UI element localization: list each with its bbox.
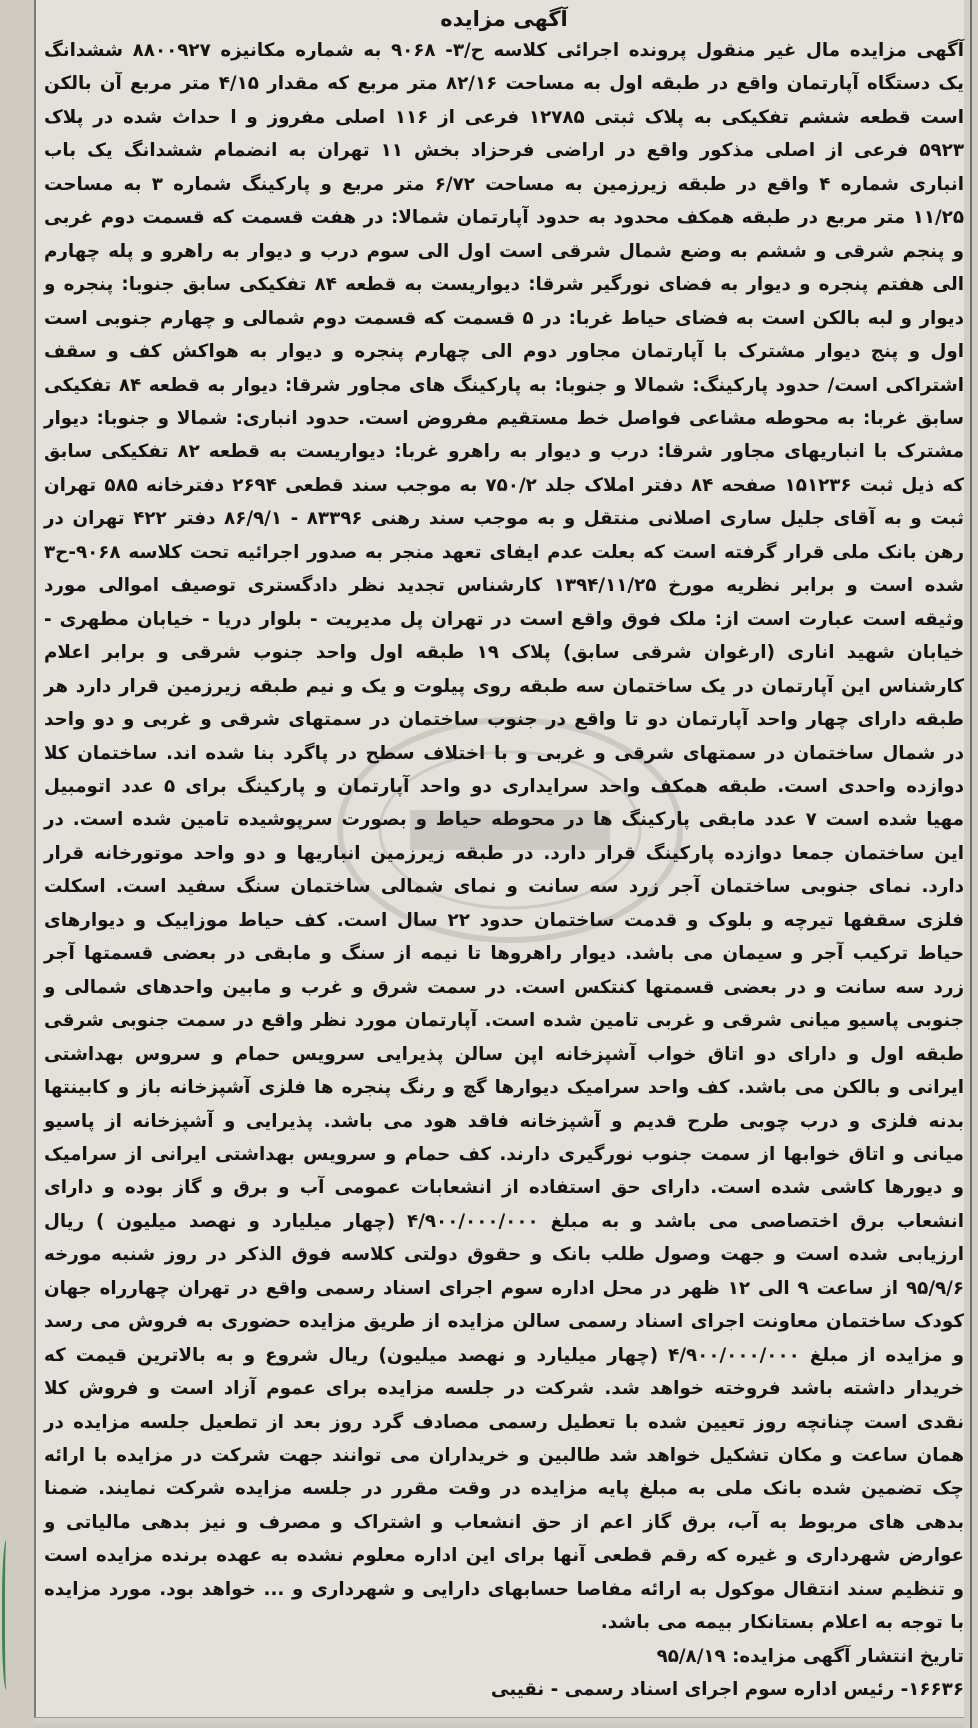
notice-title: آگهی مزایده [440, 7, 568, 31]
publication-date: تاریخ انتشار آگهی مزایده: ۹۵/۸/۱۹ [656, 1645, 964, 1667]
column-rule [970, 0, 972, 1728]
auction-notice [44, 4, 964, 1724]
notice-signature: ۱۶۶۳۶- رئیس اداره سوم اجرای اسناد رسمی - نقیبی [490, 1679, 964, 1701]
notice-body: آگهی مزایده مال غیر منقول پرونده اجرائی کلاسه ح/۳- ۹۰۶۸ به شماره مکانیزه ۸۸۰۰۹۲۷ ششدانگ یک دستگاه آپارتمان واقع در طبقه اول به مساحت ۸۲/۱۶ متر مربع که مقدار ۴/۱۵ متر مربع آن بالکن است قطعه ششم تفکیکی به پلاک ثبتی ۱۲۷۸۵ فرعی از ۱۱۶ اصلی مفروز و ا حداث شده در پلاک ۵۹۲۳ فرعی از اصلی مذکور واقع در اراضی فرحزاد بخش ۱۱ تهران به انضمام ششدانگ یک باب انباری شماره ۴ واقع در طبقه زیرزمین به مساحت ۶/۷۲ متر مربع و پارکینگ شماره ۳ به مساحت ۱۱/۲۵ متر مربع در طبقه همکف محدود به حدود آپارتمان شمالا: در هفت قسمت که قسمت دوم غربی و پنجم شرقی و ششم به وضع شمال شرقی است اول الی سوم درب و دیوار به راهرو و پله چهارم الی هفتم پنجره و دیوار به فضای نورگیر شرقا: دیواریست به قطعه ۸۴ تفکیکی سابق جنوبا: پنجره و دیوار و لبه بالکن است به فضای حیاط غربا: در ۵ قسمت که قسمت دوم شمالی و چهارم جنوبی است اول و پنج دیوار مشترک با آپارتمان مجاور دوم الی چهارم پنجره و دیوار به هواکش کف و سقف اشتراکی است/ حدود پارکینگ: شمالا و جنوبا: به پارکینگ های مجاور شرقا: دیوار به قطعه ۸۴ تفکیکی سابق غربا: به محوطه مشاعی فواصل خط مستقیم مفروض است. حدود انباری: شمالا و جنوبا: دیوار مشترک با انباریهای مجاور شرقا: درب و دیوار به راهرو غربا: دیواریست به قطعه ۸۲ تفکیکی سابق که ذیل ثبت ۱۵۱۲۳۶ صفحه ۸۴ دفتر املاک جلد ۷۵۰/۲ به موجب سند قطعی ۲۶۹۴ دفترخانه ۵۸۵ تهران ثبت و به آقای جلیل ساری اصلانی منتقل و به موجب سند رهنی ۸۳۳۹۶ - ۸۶/۹/۱ دفتر ۴۲۲ تهران در رهن بانک ملی قرار گرفته است که بعلت عدم ایفای تعهد منجر به صدور اجرائیه تحت کلاسه ۹۰۶۸-ح۳ شده است و برابر نظریه مورخ ۱۳۹۴/۱۱/۲۵ کارشناس تجدید نظر دادگستری توصیف اموالی مورد وثیقه است عبارت است از: ملک فوق واقع است در تهران پل مدیریت - بلوار دریا - خیابان مطهری - خیابان شهید اناری (ارغوان شرقی سابق) پلاک ۱۹ طبقه اول واحد جنوب شرقی و برابر اعلام کارشناس این آپارتمان در یک ساختمان سه طبقه روی پیلوت و یک و نیم طبقه زیرزمین قرار دارد هر طبقه دارای چهار واحد آپارتمان دو تا واقع در جنوب ساختمان در سمتهای شرقی و غربی و دو واحد در شمال ساختمان در سمتهای شرقی و غربی و با اختلاف سطح در پاگرد بنا شده اند. ساختمان کلا دوازده واحدی است. طبقه همکف واحد سرایداری دو واحد آپارتمان و پارکینگ برای ۵ عدد اتومبیل مهیا شده است ۷ عدد مابقی پارکینگ ها در محوطه حیاط و بصورت سرپوشیده تامین شده است. در این ساختمان جمعا دوازده پارکینگ قرار دارد. در طبقه زیرزمین انباریها و دو واحد موتورخانه قرار دارد. نمای جنوبی ساختمان آجر زرد سه سانت و نمای شمالی ساختمان سنگ سفید است. اسکلت فلزی سقفها تیرچه و بلوک و قدمت ساختمان حدود ۲۲ سال است. کف حیاط موزاییک و دیوارهای حیاط ترکیب آجر و سیمان می باشد. دیوار راهروها تا نیمه از سنگ و مابقی در بعضی قسمتها آجر زرد سه سانت و در بعضی قسمتها کنتکس است. در سمت شرق و غرب و مابین واحدهای شمالی و جنوبی پاسیو میانی شرقی و غربی تامین شده است. آپارتمان مورد نظر واقع در سمت جنوبی شرقی طبقه اول و دارای دو اتاق خواب آشپزخانه اپن سالن پذیرایی سرویس حمام و سروس بهداشتی ایرانی و بالکن می باشد. کف واحد سرامیک دیوارها گچ و رنگ پنجره ها فلزی آشپزخانه باز و کابینتها بدنه فلزی و درب چوبی طرح قدیم و آشپزخانه فاقد هود می باشد. پذیرایی و آشپزخانه از پاسیو میانی و اتاق خوابها از سمت جنوب نورگیری دارند. کف حمام و سرویس بهداشتی ایرانی از سرامیک و دیورها کاشی شده است. دارای حق استفاده از انشعابات عمومی آب و برق و گاز بوده و دارای انشعاب برق اختصاصی می باشد و به مبلغ ۴/۹۰۰/۰۰۰/۰۰۰ (چهار میلیارد و نهصد میلیون ) ریال ارزیابی شده است و جهت وصول طلب بانک و حقوق دولتی کلاسه فوق الذکر در روز شنبه مورخه ۹۵/۹/۶ از ساعت ۹ الی ۱۲ ظهر در محل اداره سوم اجرای اسناد رسمی واقع در تهران چهارراه جهان کودک ساختمان معاونت اجرای اسناد رسمی سالن مزایده از طریق مزایده حضوری به فروش می رسد و مزایده از مبلغ ۴/۹۰۰/۰۰۰/۰۰۰ (چهار میلیارد و نهصد میلیون) ریال شروع و به بالاترین قیمت که خریدار داشته باشد فروخته خواهد شد. شرکت در جلسه مزایده برای عموم آزاد است و فروش کلا نقدی است چنانچه روز تعیین شده با تعطیل رسمی مصادف گرد روز بعد از تطعیل جلسه مزایده در همان ساعت و مکان تشکیل خواهد شد طالبین و خریداران می توانند جهت شرکت در مزایده با ارائه چک تضمین شده بانک ملی به مبلغ پایه مزایده در وقت مقرر در جلسه مزایده شرکت نمایند. ضمنا بدهی های مربوط به آب، برق گاز اعم از حق انشعاب و اشتراک و مصرف و نیز بدهی مالیاتی و عوارض شهرداری و غیره که رقم قطعی آنها برای این اداره معلوم نشده به عهده برنده مزایده است و تنظیم سند انتقال موکول به ارائه مفاصا حسابهای دارایی و شهرداری و ... خواهد بود. مورد مزایده با توجه به اعلام بستانکار بیمه می باشد. [44, 40, 965, 1634]
left-page-edge [0, 0, 36, 1728]
right-page-edge [964, 0, 978, 1728]
green-pen-mark [2, 1540, 13, 1690]
bottom-page-edge [34, 1717, 964, 1728]
